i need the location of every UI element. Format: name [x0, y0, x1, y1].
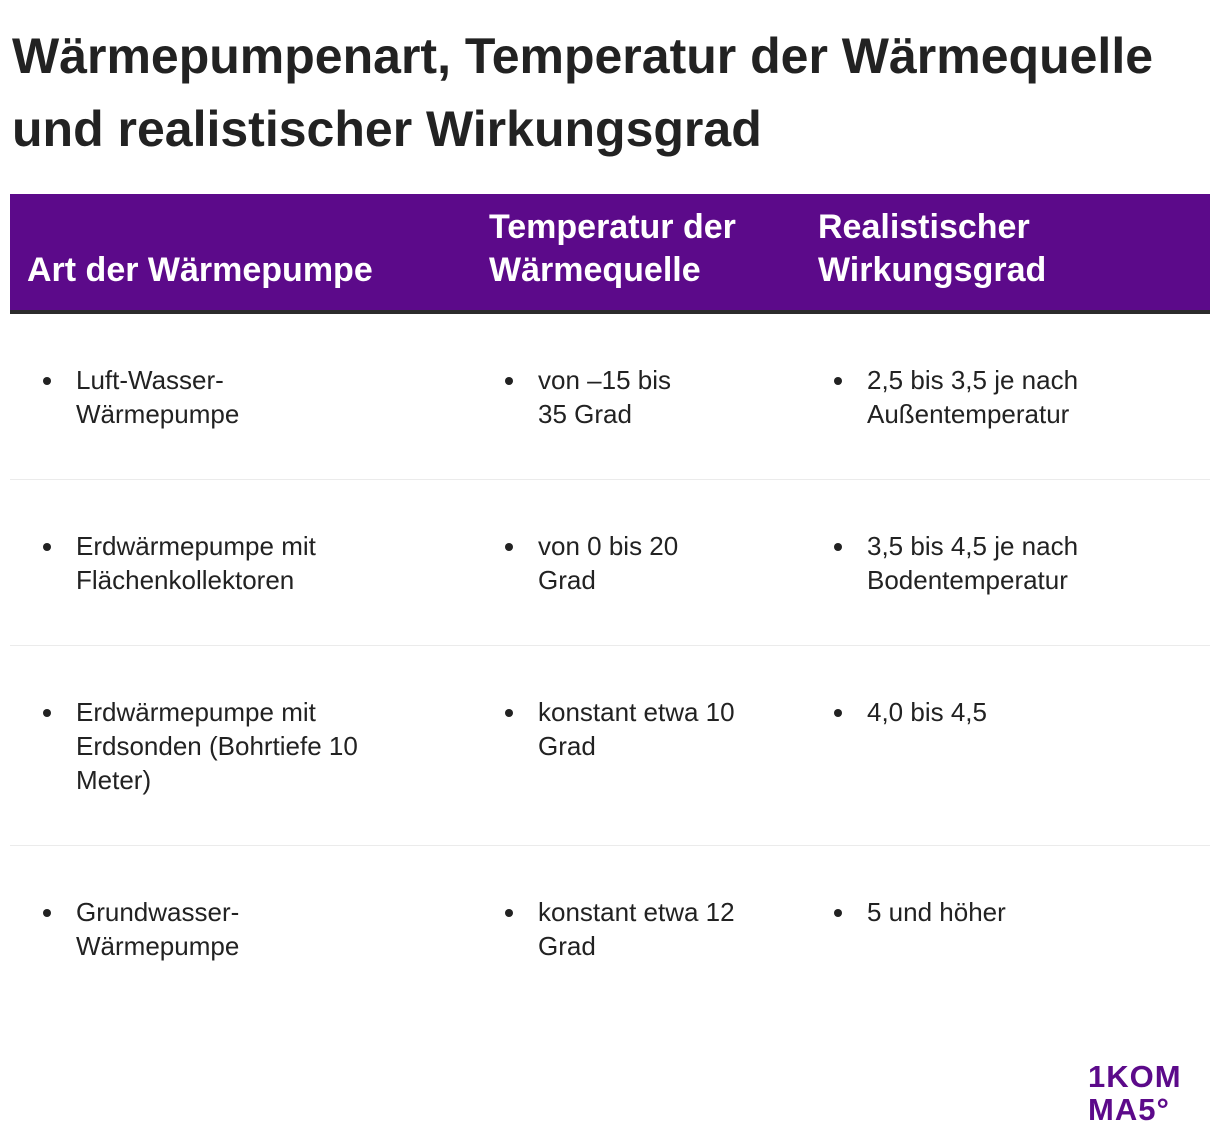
- list-item: von 0 bis 20 Grad: [538, 529, 718, 597]
- list-item: von –15 bis 35 Grad: [538, 363, 698, 431]
- list-item: 5 und höher: [867, 895, 1167, 929]
- table-row: [10, 846, 1210, 1012]
- cell-type: [10, 846, 472, 1012]
- cell-temperature: [472, 314, 801, 479]
- column-header-efficiency: Realistischer Wirkungsgrad: [818, 208, 1047, 289]
- cell-efficiency: [801, 646, 1210, 845]
- brand-logo: [1088, 1060, 1208, 1126]
- list-item: 4,0 bis 4,5: [867, 695, 1167, 729]
- column-header-type: Art der Wärmepumpe: [27, 251, 373, 289]
- cell-type: [10, 314, 472, 479]
- list-item: 2,5 bis 3,5 je nach Außentemperatur: [867, 363, 1167, 431]
- list-item: konstant etwa 10 Grad: [538, 695, 738, 763]
- list-item: Erdwärmepumpe mit Flächenkollektoren: [76, 529, 376, 597]
- comparison-table: [10, 194, 1210, 1012]
- list-item: Erdwärmepumpe mit Erdsonden (Bohrtiefe 10 Meter): [76, 695, 376, 797]
- cell-efficiency: [801, 480, 1210, 645]
- list-item: Luft-Wasser-Wärmepumpe: [76, 363, 266, 431]
- list-item: 3,5 bis 4,5 je nach Bodentemperatur: [867, 529, 1167, 597]
- cell-type: [10, 646, 472, 845]
- list-item: Grundwasser-Wärmepumpe: [76, 895, 276, 963]
- cell-temperature: [472, 480, 801, 645]
- table-row: [10, 480, 1210, 646]
- column-header-temperature: Temperatur der Wärmequelle: [489, 208, 736, 289]
- cell-efficiency: [801, 314, 1210, 479]
- cell-temperature: [472, 646, 801, 845]
- page-title: Wärmepumpenart, Temperatur der Wärmequelle und realistischer Wirkungsgrad: [12, 28, 1154, 157]
- table-row: [10, 646, 1210, 846]
- cell-efficiency: [801, 846, 1210, 1012]
- cell-type: [10, 480, 472, 645]
- table-row: [10, 314, 1210, 480]
- cell-temperature: [472, 846, 801, 1012]
- table-header: [10, 194, 1210, 314]
- list-item: konstant etwa 12 Grad: [538, 895, 738, 963]
- logo-line-2: MA5°: [1088, 1092, 1170, 1127]
- logo-line-1: 1KOM: [1088, 1059, 1182, 1094]
